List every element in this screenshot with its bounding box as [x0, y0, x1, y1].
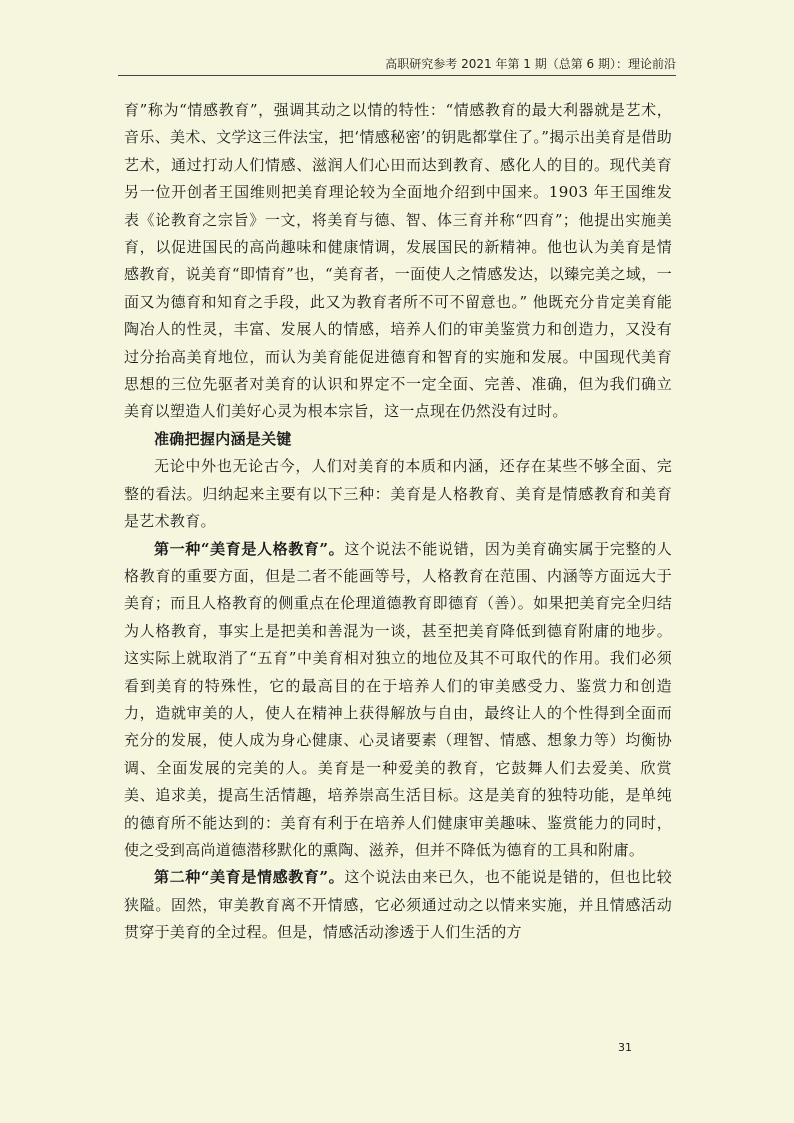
paragraph-lead: 第一种“美育是人格教育”。: [154, 539, 345, 558]
section-heading: 准确把握内涵是关键: [154, 429, 292, 448]
paragraph-text: 这个说法不能说错，因为美育确实属于完整的人格教育的重要方面，但是二者不能画等号，人格教育在范围、内涵等方面远大于美育；而且人格教育的侧重点在伦理道德教育即德育（善）。如果把美育完全归结为人格教育，事实上是把美和善混为一谈，甚至把美育降低到德育附庸的地步。这实际上就取消了“五育”中美育相对独立的地位及其不可取代的作用。我们必须看到美育的特殊性，它的最高目的在于培养人们的审美感受力、鉴赏力和创造力，造就审美的人，使人在精神上获得解放与自由，最终让人的个性得到全面而充分的发展，使人成为身心健康、心灵诸要素（理智、情感、想象力等）均衡协调、全面发展的完美的人。美育是一种爱美的教育，它鼓舞人们去爱美、欣赏美、追求美，提高生活情趣，培养崇高生活目标。这是美育的独特功能，是单纯的德育所不能达到的：美育有利于在培养人们健康审美趣味、鉴赏能力的同时，使之受到高尚道德潜移默化的熏陶、滋养，但并不降低为德育的工具和附庸。: [124, 539, 672, 859]
header-rule: [118, 75, 676, 76]
body-paragraph-second-type: [124, 864, 672, 946]
body-paragraph-continued: 育”称为“情感教育”，强调其动之以情的特性：“情感教育的最大利器就是艺术，音乐、美术、文学这三件法宝，把‘情感秘密’的钥匙都掌住了。”揭示出美育是借助艺术，通过打动人们情感、滋润人们心田而达到教育、感化人的目的。现代美育另一位开创者王国维则把美育理论较为全面地介绍到中国来。1903 年王国维发表《论教育之宗旨》一文，将美育与德、智、体三育并称“四育”；他提出实施美育，以促进国民的高尚趣味和健康情调，发展国民的新精神。他也认为美育是情感教育，说美育“即情育”也，“美育者，一面使人之情感发达，以臻完美之域，一面又为德育和知育之手段，此又为教育者所不可不留意也。” 他既充分肯定美育能陶冶人的性灵，丰富、发展人的情感，培养人们的审美鉴赏力和创造力，又没有过分抬高美育地位，而认为美育能促进德育和智育的实施和发展。中国现代美育思想的三位先驱者对美育的认识和界定不一定全面、完善、准确，但为我们确立美育以塑造人们美好心灵为根本宗旨，这一点现在仍然没有过时。: [124, 101, 672, 421]
body-paragraph-first-type: [124, 536, 672, 865]
paragraph-text: 这个说法由来已久，也不能说是错的，但也比较狭隘。固然，审美教育离不开情感，它必须通过动之以情来实施，并且情感活动贯穿于美育的全过程。但是，情感活动渗透于人们生活的方: [124, 868, 672, 942]
body-paragraph: 无论中外也无论古今，人们对美育的本质和内涵，还存在某些不够全面、完整的看法。归纳起来主要有以下三种：美育是人格教育、美育是情感教育和美育是艺术教育。: [124, 457, 672, 531]
paragraph-lead: 第二种“美育是情感教育”。: [154, 868, 345, 887]
page-number: 31: [618, 1041, 632, 1054]
article-body: [124, 97, 672, 947]
running-header: 高职研究参考 2021 年第 1 期（总第 6 期）：理论前沿: [385, 57, 676, 71]
